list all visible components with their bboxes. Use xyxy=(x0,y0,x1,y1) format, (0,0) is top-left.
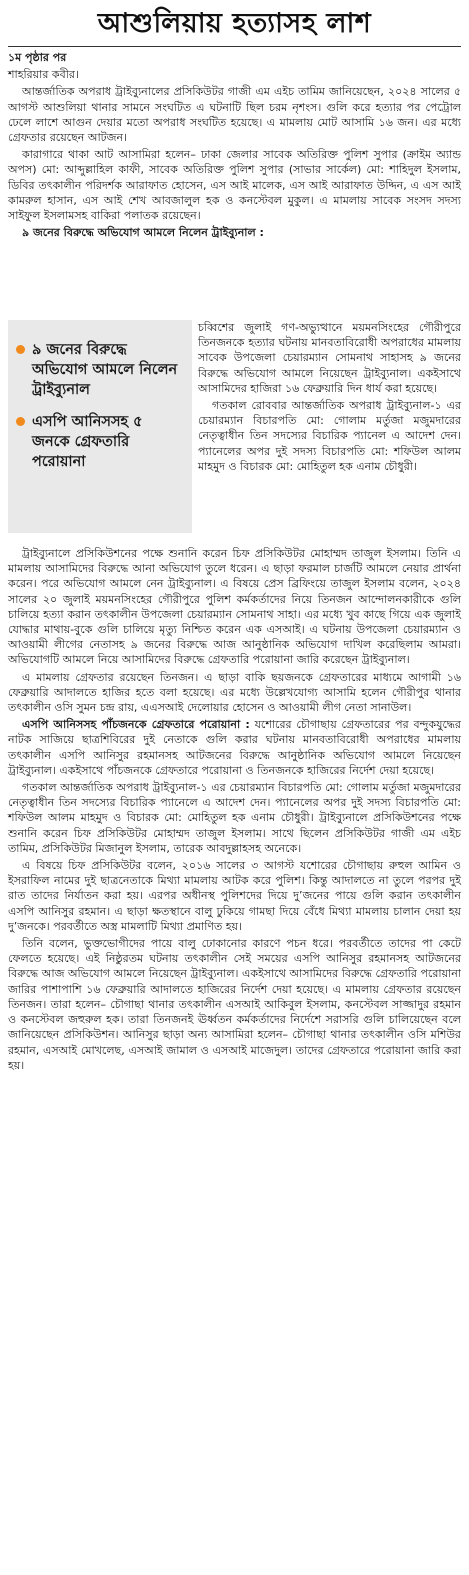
paragraph-6: এ বিষয়ে চিফ প্রসিকিউটর বলেন, ২০১৬ সালের ৩ আগস্ট যশোরের চৌগাছায় রুহুল আমিন ও ইসরাফিল নামের দুই ছাত্রনেতাকে মিথ্যা মামলায় আটক করে পুলিশ। কিন্তু আদালতে না তুলে পরপর দুই রাত তাদের নির্যাতন করা হয়। এরপর অধীনস্থ পুলিশদের দিয়ে দু’জনের পায়ে গুলি করান তৎকালীন এসপি আনিসুর রহমান। এ ছাড়া ক্ষতস্থানে বালু ঢুকিয়ে গামছা দিয়ে বেঁধে মিথ্যা মামলায় চালান দেয়া হয় দু’জনকে। পরবর্তীতে অস্ত্র মামলাটি মিথ্যা প্রমাণিত হয়। xyxy=(8,859,461,933)
paragraph-3: ট্রাইব্যুনালে প্রসিকিউশনের পক্ষে শুনানি করেন চিফ প্রসিকিউটর মোহাম্মদ তাজুল ইসলাম। তিনি এ মামলায় আসামিদের বিরুদ্ধে আনা অভিযোগ তুলে ধরেন। এ ছাড়া ফরমাল চার্জটি আমলে নেয়ার প্রার্থনা করেন। পরে অভিযোগ আমলে নেন ট্রাইব্যুনাল। এ বিষয়ে প্রেস ব্রিফিংয়ে তাজুল ইসলাম বলেন, ২০২৪ সালের ২০ জুলাই ময়মনসিংহের গৌরীপুরে পুলিশ কর্মকর্তাদের নিয়ে তিনজন আন্দোলনকারীকে গুলি চালিয়ে হত্যা করান তৎকালীন উপজেলা চেয়ারম্যান সোমনাথ সাহা। এর মধ্যে খুব কাছে গিয়ে এক জুলাই যোদ্ধার মাথায়-বুকে গুলি চালিয়ে মৃত্যু নিশ্চিত করেন এক এসআই। এ ঘটনায় উপজেলা চেয়ারম্যান ও আওয়ামী লীগের নেতাসহ ৯ জনের বিরুদ্ধে আজ আনুষ্ঠানিক অভিযোগ দাখিল করেছিলাম আমরা। অভিযোগটি আমলে নিয়ে আসামিদের বিরুদ্ধে গ্রেফতারি পরোয়ানা জারি করেছেন ট্রাইব্যুনাল। xyxy=(8,547,461,667)
subheading-tribunal: ৯ জনের বিরুদ্ধে অভিযোগ আমলে নিলেন ট্রাইব্যুনাল : xyxy=(22,226,264,240)
pullquote-wrap xyxy=(8,320,461,537)
bullet-dot-icon xyxy=(16,345,25,354)
paragraph-2: কারাগারে থাকা আট আসামিরা হলেন– ঢাকা জেলার সাবেক অতিরিক্ত পুলিশ সুপার (ক্রাইম অ্যান্ড অপস) মো: আব্দুল্লাহিল কাফী, সাবেক অতিরিক্ত পুলিশ সুপার (সাভার সার্কেল) মো: শাহিদুল ইসলাম, ডিবির তৎকালীন পরিদর্শক আরাফাত হোসেন, এস আই মালেক, এস আই আরাফাত উদ্দিন, এ এস আই কামরুল হাসান, এস আই শেখ আবজালুল হক ও কনস্টেবল মুকুল। এ মামলায় সাবেক সংসদ সদস্য সাইফুল ইসলামসহ বাকিরা পলাতক রয়েছেন। xyxy=(8,148,461,223)
paragraph-4: এ মামলায় গ্রেফতার রয়েছেন তিনজন। এ ছাড়া বাকি ছয়জনকে গ্রেফতারের মাধ্যমে আগামী ১৬ ফেব্রুয়ারি আদালতে হাজির হতে বলা হয়েছে। এর মধ্যে উল্লেখযোগ্য আসামি হলেন গৌরীপুর থানার তৎকালীন ওসি সুমন চন্দ্র রায়, এএসআই দেলোয়ার হোসেন ও আওয়ামী লীগ নেতা সানাউল। xyxy=(8,670,461,715)
bullet-dot-icon xyxy=(16,417,25,426)
subsection-2-lead: যশোরের চৌগাছায় গ্রেফতারের পর বন্দুকযুদ্ধের নাটক সাজিয়ে ছাত্রশিবিরের দুই নেতাকে গুলি করার ঘটনায় মানবতাবিরোধী অপরাধের মামলায় তৎকালীন এসপি আনিসুর রহমানসহ আটজনের বিরুদ্ধে আনুষ্ঠানিক অভিযোগ আমলে নিয়েছেন ট্রাইব্যুনাল। একইসাথে পাঁচজনকে গ্রেফতারে পরোয়ানা ও তিনজনকে হাজিরের নির্দেশ দেয়া হয়েছে। xyxy=(8,718,461,777)
article-intro xyxy=(8,50,461,242)
continued-label: ১ম পৃষ্ঠার পর xyxy=(8,51,67,64)
subheading-sp-anis: এসপি আনিসসহ পাঁচজনকে গ্রেফতারে পরোয়ানা : xyxy=(22,718,250,732)
headline: আশুলিয়ায় হত্যাসহ লাশ xyxy=(97,8,372,39)
paragraph-1: আন্তর্জাতিক অপরাধ ট্রাইব্যুনালের প্রসিকিউটর গাজী এম এইচ তামিম জানিয়েছেন, ২০২৪ সালের ৫ আগস্ট আশুলিয়া থানার সামনে সংঘটিত এ ঘটনাটি ছিল চরম নৃশংস। গুলি করে হত্যার পর পেট্রোল ঢেলে লাশে আগুন দেয়ার মতো অপরাধ সংঘটিত হয়েছে। এ মামলায় মোট আসামি ১৬ জন। এর মধ্যে গ্রেফতার রয়েছেন আটজন। xyxy=(8,85,461,145)
subsection-1 xyxy=(8,225,461,240)
subsection-2 xyxy=(8,717,461,778)
paragraph-7: তিনি বলেন, ভুক্তভোগীদের পায়ে বালু ঢোকানোর কারণে পচন ধরে। পরবর্তীতে তাদের পা কেটে ফেলতে হয়েছে। এই নিষ্ঠুরতম ঘটনায় তৎকালীন সেই সময়ের এসপি আনিসুর রহমানসহ আটজনের বিরুদ্ধে আজ অভিযোগ আমলে নিয়েছেন ট্রাইব্যুনাল। একইসাথে আসামিদের বিরুদ্ধে গ্রেফতারি পরোয়ানা জারির পাশাপাশি ১৬ ফেব্রুয়ারি আদালতে হাজিরের নির্দেশ দেয়া হয়েছে। এ মামলায় গ্রেফতার রয়েছেন তিনজন। তারা হলেন– চৌগাছা থানার তৎকালীন এসআই আকিবুল ইসলাম, কনস্টেবল সাজ্জাদুর রহমান ও কনস্টেবল জহুরুল হক। তারা তিনজনই ঊর্ধ্বতন কর্মকর্তাদের নির্দেশে সরাসরি গুলি চালিয়েছেন বলে জানিয়েছেন প্রসিকিউশন। আনিসুর ছাড়া অন্য আসামিরা হলেন– চৌগাছা থানার তৎকালীন ওসি মশিউর রহমান, এসআই মোখলেছ, এসআই জামাল ও এসআই মাজেদুল। তাদের গ্রেফতারে পরোয়ানা জারি করা হয়। xyxy=(8,937,461,1072)
pullquote-box xyxy=(8,320,192,533)
article-body xyxy=(8,546,461,1075)
paragraph-5: গতকাল আন্তর্জাতিক অপরাধ ট্রাইব্যুনাল-১ এর চেয়ারম্যান বিচারপতি মো: গোলাম মর্তুজা মজুমদারের নেতৃত্বাধীন তিন সদস্যের বিচারিক প্যানেলে এ আদেশ দেন। প্যানেলের অপর দুই সদস্য বিচারপতি মো: শফিউল আলম মাহমুদ ও বিচারক মো: মোহিতুল হক এনাম চৌধুরী। ট্রাইব্যুনালে প্রসিকিউশনের পক্ষে শুনানি করেন চিফ প্রসিকিউটর মোহাম্মদ তাজুল ইসলাম। সাথে ছিলেন প্রসিকিউটর গাজী এম এইচ তামিম, প্রসিকিউটর মিজানুল ইসলাম, তারেক আবদুল্লাহসহ অনেকে। xyxy=(8,781,461,855)
pullquote-item: ৯ জনের বিরুদ্ধে অভিযোগ আমলে নিলেন ট্রাইব্যুনাল xyxy=(16,340,184,400)
byline: শাহরিয়ার কবীর। xyxy=(8,68,79,82)
subsection-1-lead: চব্বিশের জুলাই গণ-অভ্যুত্থানে ময়মনসিংহের গৌরীপুরে তিনজনকে হত্যার ঘটনায় মানবতাবিরোধী অপরাধের মামলায় সাবেক উপজেলা চেয়ারম্যান সোমনাথ সাহাসহ ৯ জনের বিরুদ্ধে অভিযোগ আমলে নিয়েছেন ট্রাইব্যুনাল। একইসাথে আসামিদের হাজিরা ১৬ ফেব্রুয়ারি দিন ধার্য করা হয়েছে। xyxy=(198,321,461,395)
subsection-1-paragraph-2: গতকাল রোববার আন্তর্জাতিক অপরাধ ট্রাইব্যুনাল-১ এর চেয়ারম্যান বিচারপতি মো: গোলাম মর্তুজা মজুমদারের নেতৃত্বাধীন তিন সদস্যের বিচারিক প্যানেল এ আদেশ দেন। প্যানেলের অপর দুই সদস্য বিচারপতি মো: শফিউল আলম মাহমুদ ও বিচারক মো: মোহিতুল হক এনাম চৌধুরী। xyxy=(198,399,461,473)
headline-divider xyxy=(8,46,461,47)
pullquote-item: এসপি আনিসসহ ৫ জনকে গ্রেফতারি পরোয়ানা xyxy=(16,412,184,472)
